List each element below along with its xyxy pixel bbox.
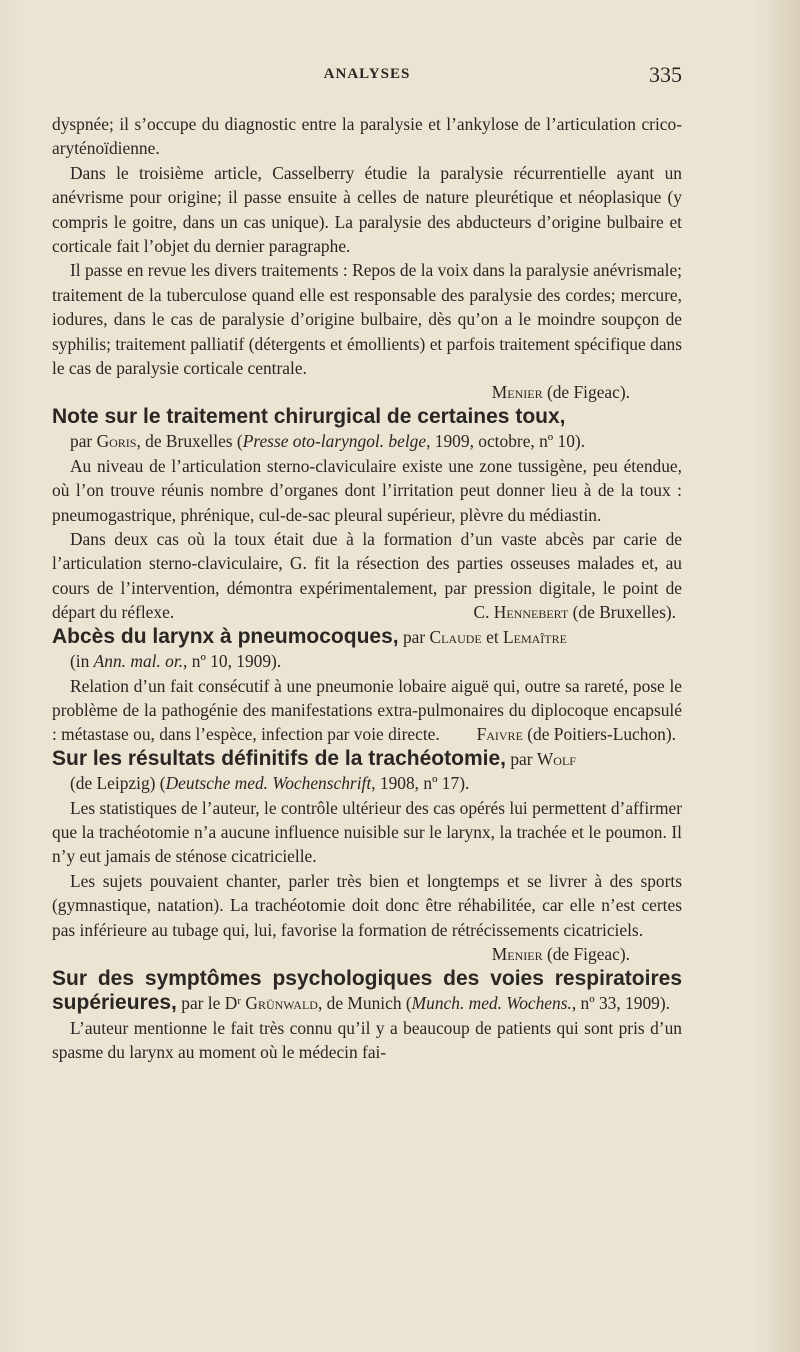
signature-place: (de Figeac). <box>542 944 630 965</box>
author-name: Lemaître <box>503 626 567 647</box>
byline-text: par <box>70 431 97 452</box>
paragraph: Au niveau de l’articulation sterno-claviculaire existe une zone tussigène, peu étendue, où l’on trouve réunis nombre d’organes dont l’irritation peut donner lieu à de la toux : pneumogastrique, phrénique, cul-de-sac pleural supérieur, plèvre du médiastin. <box>52 455 682 525</box>
byline-text: , nº 33, 1909). <box>571 993 670 1013</box>
byline-text: et <box>481 626 504 647</box>
paragraph-text: Relation d’un fait consécutif à une pneumonie lobaire aiguë qui, outre sa rareté, pose le problème de la pathogénie des manifestations extra-pulmonaires du diplocoque encapsulé : métastase ou, dans l’espèce, infection par voie directe. <box>52 675 682 745</box>
author-name: Wolf <box>536 748 576 769</box>
signature <box>459 722 676 746</box>
article-heading <box>52 405 682 430</box>
heading-title: Sur des symptômes psychologiques des voies respiratoires supérieures, <box>52 966 682 1014</box>
article-heading <box>52 747 682 772</box>
paragraph: Il passe en revue les divers traitements : Repos de la voix dans la paralysie anévrismale; traitement de la tuberculose quand elle est responsable des paralysie des cordes; mercure, iodures, dans le cas de paralysie d’origine bulbaire, dès qu’on a le moindre soupçon de syphilis; traitement palliatif (détergents et émollients) et parfois traitement spécifique dans le cas de paralysie corticale centrale. <box>52 260 682 379</box>
signature-place: (de Bruxelles). <box>568 602 676 623</box>
article-byline <box>52 771 682 795</box>
signature-initial: C. <box>473 602 494 623</box>
heading-title: Sur les résultats définitifs de la trachéotomie, <box>52 746 506 770</box>
text-column <box>52 112 682 1064</box>
byline-text: , 1909, octobre, nº 10). <box>426 431 586 452</box>
signature-name: Menier <box>491 382 543 403</box>
paragraph: Dans le troisième article, Casselberry étudie la paralysie récurrentielle ayant un anévrisme pour origine; il passe ensuite à celles de nature pleurétique et néoplasique (y compris le goitre, dans un cas unique). La paralysie des abducteurs d’origine bulbaire et corticale fait l’objet du dernier paragraphe. <box>52 162 682 257</box>
journal-name: Deutsche med. Wochenschrift <box>165 773 372 794</box>
paragraph <box>52 527 682 625</box>
journal-name: Munch. med. Wochens. <box>411 993 572 1013</box>
heading-title: Abcès du larynx à pneumocoques, <box>52 624 399 648</box>
page-edge-shadow <box>766 0 800 1352</box>
signature-name: Faivre <box>476 724 523 745</box>
author-name: Grünwald <box>245 993 318 1013</box>
paragraph: Les sujets pouvaient chanter, parler très bien et longtemps et se livrer à des sports (gymnastique, natation). La trachéotomie doit donc être réhabilitée, car elle n’est certes pas inférieure au tubage qui, lui, favorise la formation de rétrécissements cicatriciels. <box>52 870 682 940</box>
paragraph <box>52 674 682 747</box>
byline-text: , nº 10, 1909). <box>183 651 282 672</box>
paragraph: Les statistiques de l’auteur, le contrôle ultérieur des cas opérés lui permettent d’affirmer que la trachéotomie n’a aucune influence nuisible sur le larynx, la trachée et le poumon. Il n’y eut jamais de sténose cicatricielle. <box>52 797 682 867</box>
article-byline <box>52 429 682 453</box>
paragraph: dyspnée; il s’occupe du diagnostic entre la paralysie et l’ankylose de l’articulation crico-aryténoïdienne. <box>52 114 682 159</box>
byline-text: par <box>398 626 430 647</box>
signature-place: (de Figeac). <box>542 382 630 403</box>
signature <box>456 600 677 624</box>
byline-text: , 1908, nº 17). <box>371 773 470 794</box>
byline-text: , de Munich ( <box>317 993 412 1013</box>
article-byline <box>52 649 682 673</box>
author-name: Claude <box>429 626 482 647</box>
paragraph: L’auteur mentionne le fait très connu qu’il y a beaucoup de patients qui sont pris d’un spasme du larynx au moment où le médecin fai- <box>52 1017 682 1062</box>
signature-place: (de Poitiers-Luchon). <box>522 724 676 745</box>
signature-name: Hennebert <box>493 602 569 623</box>
page-number: 335 <box>649 62 682 87</box>
signature-name: Menier <box>491 944 543 965</box>
byline-text: par <box>505 748 537 769</box>
article-heading <box>52 967 682 1016</box>
heading-title: Note sur le traitement chirurgical de certaines toux, <box>52 404 566 428</box>
article-heading <box>52 625 682 650</box>
paragraph-text: Dans deux cas où la toux était due à la formation d’un vaste abcès par carie de l’articulation sterno-claviculaire, G. fit la résection des parties osseuses malades et, au cours de l’intervention, démontra expérimentalement, par pression digitale, le point de départ du réflexe. <box>52 529 682 623</box>
running-head: ANALYSES <box>323 66 411 82</box>
page-header <box>52 62 682 90</box>
byline-text: par le Dʳ <box>176 993 246 1013</box>
signature <box>52 942 682 966</box>
byline-text: (in <box>70 651 94 672</box>
journal-name: Presse oto-laryngol. belge <box>242 431 427 452</box>
byline-text: (de Leipzig) ( <box>70 773 166 794</box>
author-name: Goris <box>96 431 137 452</box>
journal-name: Ann. mal. or. <box>93 651 184 672</box>
signature <box>52 380 682 404</box>
byline-text: , de Bruxelles ( <box>136 431 243 452</box>
